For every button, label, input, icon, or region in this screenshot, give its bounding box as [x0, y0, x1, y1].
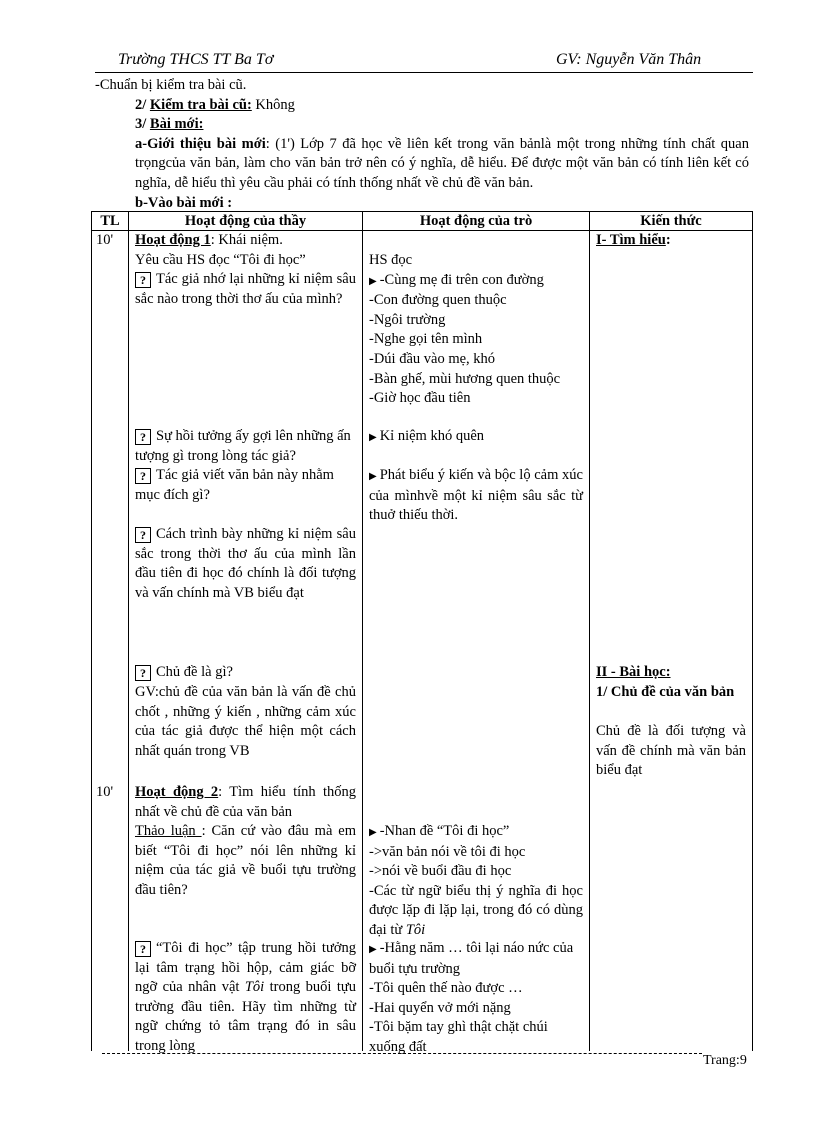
- answer-line: -Nhan đề “Tôi đi học”: [379, 823, 510, 839]
- read-request: Yêu cầu HS đọc “Tôi đi học”: [135, 251, 306, 268]
- teacher-name: GV: Nguyễn Văn Thân: [556, 51, 702, 68]
- new-num: 3/: [135, 116, 150, 133]
- answer-line: ->nói về buổi đầu đi học: [369, 863, 512, 880]
- question-6: [135, 939, 356, 1057]
- discussion: [135, 822, 356, 900]
- lesson-table: [91, 211, 753, 1055]
- prep-line: -Chuẩn bị kiểm tra bài cũ.: [95, 77, 247, 93]
- header-student: Hoạt động của trò: [363, 212, 590, 231]
- intro-b-label: b-Vào bài mới :: [135, 194, 233, 211]
- question-icon: ?: [135, 429, 151, 445]
- table-header-row: [92, 212, 753, 231]
- triangle-icon: ▶: [369, 432, 377, 443]
- lesson-heading: II - Bài học:: [596, 664, 671, 680]
- time-column: [92, 231, 129, 1052]
- answer-line: -Các từ ngữ biểu thị ý nghĩa đi học được lặp đi lặp lại, trong đó có dùng đại từ: [369, 882, 583, 938]
- student-read: HS đọc: [369, 252, 413, 268]
- header-tl: TL: [92, 212, 129, 231]
- answer-line: -Bàn ghế, mùi hương quen thuộc: [369, 370, 561, 387]
- question-1-text: Tác giả nhớ lại những kỉ niệm sâu sắc nào trong thời thơ ấu của mình?: [135, 271, 356, 307]
- activity-1: [135, 231, 356, 270]
- discussion-label: Thảo luận: [135, 823, 202, 839]
- question-6-text-b: trong buổi tựu trường đầu tiên. Hãy tìm những từ ngữ chứng tỏ tâm trạng đó in sâu trong lòng: [135, 979, 356, 1054]
- lesson-intro: [95, 76, 749, 213]
- section-explore: [596, 231, 746, 251]
- triangle-icon: ▶: [369, 944, 377, 955]
- school-name: Trường THCS TT Ba Tơ: [118, 51, 274, 68]
- answer-line: -Con đường quen thuộc: [369, 292, 507, 309]
- teacher-column: [129, 231, 363, 1052]
- activity-2-label: Hoạt động 2: [135, 784, 219, 800]
- question-3-text: Tác giả viết văn bản này nhằm mục đích gì?: [135, 467, 334, 503]
- topic-definition: Chủ đề là đối tượng và vấn đề chính mà văn bản biểu đạt: [596, 723, 746, 779]
- header-divider: [95, 72, 753, 73]
- question-icon: ?: [135, 665, 151, 681]
- check-value: Không: [251, 96, 295, 113]
- answer-line: -Giờ học đầu tiên: [369, 390, 471, 407]
- answer-line: -Hai quyển vở mới nặng: [369, 999, 511, 1016]
- triangle-icon: ▶: [369, 275, 377, 287]
- answer-line: Phát biểu ý kiến và bộc lộ cảm xúc của mìnhvề một kỉ niệm sâu sắc từ thuở thiếu thời.: [369, 467, 583, 524]
- header-teacher: Hoạt động của thầy: [129, 212, 363, 231]
- student-answer-3: [369, 466, 583, 526]
- answer-line: Kỉ niệm khó quên: [379, 428, 485, 444]
- question-icon: ?: [135, 272, 151, 288]
- check-num: 2/: [135, 96, 150, 113]
- knowledge-column: [590, 231, 753, 1052]
- question-6-italic: Tôi: [244, 979, 265, 996]
- new-label: Bài mới:: [149, 116, 204, 133]
- question-5: [135, 663, 356, 683]
- intro-a-label: a-Giới thiệu bài mới: [135, 135, 266, 152]
- answer-line: -Tôi quên thế nào được …: [369, 980, 523, 997]
- question-2: [135, 427, 356, 466]
- triangle-icon: ▶: [369, 471, 377, 482]
- answer-line: -Hằng năm … tôi lại náo nức của buổi tựu trường: [369, 940, 574, 977]
- explore-heading: I- Tìm hiểu: [596, 232, 666, 248]
- check-label: Kiểm tra bài cũ:: [149, 96, 252, 113]
- activity-1-label: Hoạt động 1: [135, 232, 211, 248]
- question-icon: ?: [135, 941, 151, 957]
- student-answers-1: [369, 251, 583, 409]
- answer-line: -Nghe gọi tên mình: [369, 331, 483, 348]
- intro-paragraph: [95, 135, 749, 194]
- page-number: Trang:9: [703, 1053, 747, 1068]
- header-knowledge: Kiến thức: [590, 212, 753, 231]
- question-5-text: Chủ đề là gì?: [156, 664, 233, 680]
- answer-line: -Cùng mẹ đi trên con đường: [379, 271, 544, 288]
- answer-italic: Tôi: [405, 921, 426, 938]
- activity-1-text: : Khái niệm.: [210, 232, 283, 248]
- answer-line: -Dúi đầu vào mẹ, khó: [369, 350, 496, 367]
- intro-a-text: : (1') Lớp 7 đã học về liên kết trong văn bảnlà một trong những tính chất quan trọngcủa văn bản, làm cho văn bản trở nên có ý nghĩa, dễ hiểu. Để được một văn bản có tính liên kết có nghĩa, dễ hiểu thì yêu cầu phải có tính thống nhất về chủ đề văn bản.: [135, 135, 749, 191]
- answer-line: ->văn bản nói về tôi đi học: [369, 843, 526, 860]
- activity-2-text: : Tìm hiểu tính thống nhất về chủ đề của văn bản: [135, 784, 356, 820]
- student-answers-5: [369, 939, 583, 1058]
- question-2-text: Sự hồi tưởng ấy gợi lên những ấn tượng gì trong lòng tác giả?: [135, 428, 351, 464]
- new-lesson-line: [95, 115, 749, 135]
- student-column: [363, 231, 590, 1055]
- time-value-1: 10': [96, 232, 114, 248]
- question-4-text: Cách trình bày những kỉ niệm sâu sắc trong thời thơ ấu của mình lần đầu tiên đi học đó chính là đối tượng và vấn chính mà VB biểu đạt: [135, 526, 356, 601]
- table-row: [92, 231, 753, 1052]
- time-value-2: 10': [96, 784, 114, 800]
- student-answer-2: [369, 427, 583, 448]
- topic-heading: 1/ Chủ đề của văn bản: [596, 684, 735, 700]
- question-icon: ?: [135, 527, 151, 543]
- discussion-text: : Căn cứ vào đâu mà em biết “Tôi đi học” nói lên những kỉ niệm của tác giả về buổi tựu trường đầu tiên?: [135, 823, 356, 898]
- answer-line: -Ngôi trường: [369, 311, 446, 328]
- question-4: [135, 525, 356, 603]
- explore-colon: :: [665, 232, 671, 248]
- student-answers-4: [369, 822, 583, 941]
- section-lesson: [596, 663, 746, 683]
- question-1: [135, 270, 356, 309]
- answer-line: -Tôi bặm tay ghì thật chặt chúi xuống đất: [369, 1019, 548, 1055]
- footer-divider: [102, 1053, 702, 1054]
- teacher-note: GV:chủ đề của văn bản là vấn đề chủ chốt , những ý kiến , những cảm xúc của tác giả được thể hiện một cách nhất quán trong VB: [135, 684, 356, 759]
- question-3: [135, 466, 356, 505]
- question-6-text-a: “Tôi đi học” tập trung hồi tưởng lại tâm trạng hồi hộp, cảm giác bỡ ngỡ của nhân vật: [135, 940, 356, 996]
- check-line: [95, 96, 749, 116]
- activity-2: [135, 783, 356, 822]
- question-icon: ?: [135, 468, 151, 484]
- triangle-icon: ▶: [369, 827, 377, 838]
